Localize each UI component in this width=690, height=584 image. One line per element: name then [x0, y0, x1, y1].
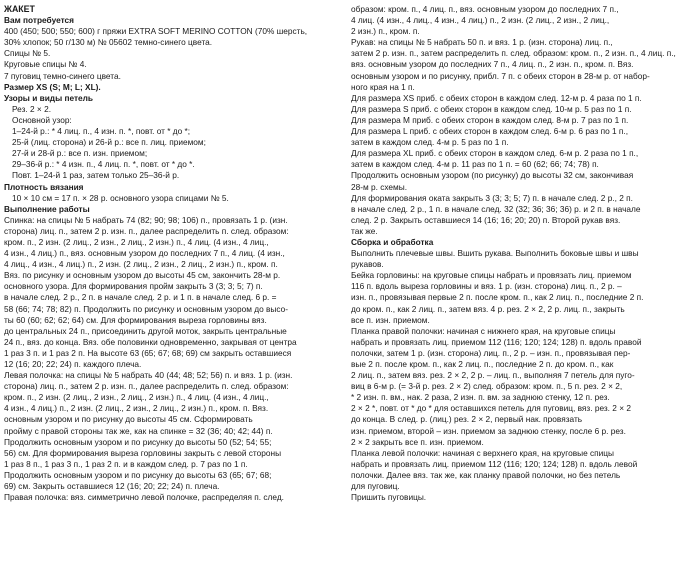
- right-text-line: вые 2 п. после кром. п., как 2 лиц. п., последние 2 п. до кром. п., как: [351, 359, 614, 369]
- right-text-line: Бейка горловины: на круговые спицы набрать и провязать лиц. приемом: [351, 270, 632, 281]
- right-text-line: образом: кром. п., 4 лиц. п., вяз. основным узором до последних 7 п.,: [351, 4, 619, 14]
- left-text-line: 10 × 10 см = 17 п. × 28 р. основного узора спицами № 5.: [12, 192, 229, 203]
- left-text-column: [4, 4, 340, 503]
- right-text-line: 2 × 2 закрыть все п. изн. приемом.: [351, 436, 484, 447]
- right-text-line: затем в каждом след. 4-м р. 5 раз по 1 п.: [351, 137, 509, 148]
- right-text-line: Для формирования оката закрыть 3 (3; 3; 5; 7) п. в начале след. 2 р., 2 п.: [351, 192, 633, 203]
- left-text-line: 4 изн., 4 лиц.) п., вяз. основным узором до последних 7 п., 4 лиц. (4 изн.,: [4, 248, 285, 259]
- right-text-line: Рукав: на спицы № 5 набрать 50 п. и вяз. 1 р. (изн. сторона) лиц. п.,: [351, 37, 613, 48]
- right-text-line: до кром. п., как 2 лиц. п., затем вяз. 4 р. рез. 2 × 2, 2 р. лиц. п., закрыть: [351, 303, 625, 314]
- left-text-line: 4 лиц., 4 изн., 4 лиц.) п., 2 изн. (2 лиц., 2 изн., 2 лиц., 2 изн.) п., кром. п.: [4, 259, 278, 270]
- right-text-line: 2 изн.) п., кром. п.: [351, 26, 420, 37]
- left-text-line: основного узора. Для формирования пройм закрыть 3 (3; 3; 5; 7) п.: [4, 281, 263, 292]
- left-text-line: 12 (16; 20; 22; 24) п. каждого плеча.: [4, 359, 142, 369]
- right-text-line: 4 лиц. (4 изн., 4 лиц., 4 изн., 4 лиц.) п., 2 изн. (2 лиц., 2 изн., 2 лиц.,: [351, 15, 610, 26]
- right-text-line: 2 × 2 *, повт. от * до * для оставшихся петель для пуговиц, вяз. рез. 2 × 2: [351, 403, 631, 414]
- right-text-line: рукавов.: [351, 259, 384, 270]
- left-text-line-heading: ЖАКЕТ: [4, 4, 35, 14]
- left-text-line: 1–24-й р.: * 4 лиц. п., 4 изн. п. *, повт. от * до *;: [12, 126, 191, 137]
- right-text-line: Пришить пуговицы.: [351, 492, 427, 503]
- left-text-line: 1 раз 8 п., 1 раз 3 п., 1 раз 2 п. и в каждом след. р. 7 раз по 1 п.: [4, 458, 248, 469]
- right-text-line: * 2 изн. п. вм., нак. 2 раза, 2 изн. п. вм. за заднюю стенку, 12 п. рез.: [351, 392, 610, 403]
- right-text-line: Для размера L приб. с обеих сторон в каждом след. 6-м р. 6 раз по 1 п.,: [351, 126, 629, 137]
- left-text-line: Рез. 2 × 2.: [12, 103, 52, 114]
- right-text-line: затем в каждом след. 4-м р. 11 раз по 1 п. = 60 (62; 66; 74; 78) п.: [351, 159, 599, 170]
- left-text-line: Продолжить основным узором и по рисунку до высоты 50 (52; 54; 55;: [4, 436, 272, 447]
- right-text-line: так же.: [351, 225, 378, 236]
- left-text-line: Круговые спицы № 4.: [4, 59, 87, 70]
- left-text-line-heading: Размер XS (S; M; L; XL).: [4, 81, 101, 92]
- left-text-line: 4 изн., 4 лиц.) п., 2 изн. (2 лиц., 2 изн., 2 лиц., 2 изн.) п., кром. п. Вяз.: [4, 403, 269, 414]
- left-text-line: кром. п., 2 изн. (2 лиц., 2 изн., 2 лиц., 2 изн.) п., 4 лиц. (4 изн., 4 лиц.,: [4, 392, 269, 403]
- left-text-line: основным узором и по рисунку до высоты 45 см. Сформировать: [4, 414, 253, 425]
- right-text-line: Для размера XS приб. с обеих сторон в каждом след. 12-м р. 4 раза по 1 п.: [351, 92, 642, 103]
- right-text-line: Для размера XL приб. с обеих сторон в каждом след. 6-м р. 2 раза по 1 п.,: [351, 148, 639, 159]
- right-text-line: Продолжить основным узором (по рисунку) до высоты 32 см, закончивая: [351, 170, 634, 181]
- left-text-line: Продолжить основным узором и по рисунку до высоты 63 (65; 67; 68;: [4, 469, 272, 480]
- right-text-line: основным узором и по рисунку, прибл. 7 п. с обеих сторон в 28-м р. от набор-: [351, 70, 650, 81]
- right-text-line: след. 2 р. Закрыть оставшиеся 14 (16; 16; 20; 20) п. Второй рукав вяз.: [351, 214, 621, 225]
- left-text-line: до центральных 24 п., присоединить другой моток, закрыть центральные: [4, 325, 287, 336]
- right-text-line: Для размера S приб. с обеих сторон в каждом след. 10-м р. 5 раз по 1 п.: [351, 103, 632, 114]
- right-text-line: полочки, затем 1 р. (изн. сторона) лиц. п., 2 р. – изн. п., провязывая пер-: [351, 347, 631, 358]
- left-text-line: 58 (66; 74; 78; 82) п. Продолжить по рисунку и основным узором до высо-: [4, 303, 288, 314]
- left-text-line: 56) см. Для формирования выреза горловины закрыть с левой стороны: [4, 447, 282, 458]
- right-text-line: набрать и провязать лиц. приемом 112 (116; 120; 124; 128) п. вдоль правой: [351, 336, 642, 347]
- right-text-line: Выполнить плечевые швы. Вшить рукава. Выполнить боковые швы и швы: [351, 248, 639, 259]
- right-text-line: Планка левой полочки: начиная с верхнего края, на круговые спицы: [351, 447, 615, 458]
- right-text-line: изн. п., провязывая первые 2 п. после кром. п., как 2 лиц. п., последние 2 п.: [351, 292, 644, 303]
- right-text-line: 28-м р. схемы.: [351, 181, 408, 192]
- right-text-line: для пуговиц.: [351, 481, 400, 492]
- right-text-line: вяз. основным узором до последних 7 п., 4 лиц. п., 2 изн. п., кром. п. Вяз.: [351, 59, 634, 70]
- left-text-line-heading: Выполнение работы: [4, 203, 90, 214]
- right-text-line: виц в 6-м р. (= 3-й р. рез. 2 × 2) след. образом: кром. п., 5 п. рез. 2 × 2,: [351, 381, 623, 392]
- right-text-line: в начале след. 2 р., 1 п. в начале след. 32 (32; 36; 36; 36) р. и 2 п. в начале: [351, 203, 641, 214]
- left-text-line-heading: Плотность вязания: [4, 181, 84, 192]
- right-text-line: полочки. Далее вяз. так же, как планку правой полочки, но без петель: [351, 469, 621, 480]
- left-text-line: пройму с правой стороны так же, как на спинке = 32 (36; 40; 42; 44) п.: [4, 425, 273, 436]
- right-text-line: затем 2 р. изн. п., затем распределить п. след. образом: кром. п., 2 изн. п., 4 лиц. п.,: [351, 48, 676, 59]
- left-text-line: 29–36-й р.: * 4 изн. п., 4 лиц. п. *, повт. от * до *.: [12, 159, 195, 170]
- left-text-line: Основной узор:: [12, 114, 72, 125]
- right-text-line: 116 п. вдоль выреза горловины и вяз. 1 р. (изн. сторона) лиц. п., 2 р. –: [351, 281, 622, 292]
- right-text-line: все п. изн. приемом.: [351, 314, 430, 325]
- right-text-line: изн. приемом, второй – изн. приемом за заднюю стенку, после 6 р. рез.: [351, 425, 626, 436]
- left-text-line: 30% хлопок; 50 г/130 м) № 05602 темно-синего цвета.: [4, 37, 213, 48]
- right-text-line: Планка правой полочки: начиная с нижнего края, на круговые спицы: [351, 325, 616, 336]
- left-text-line-heading: Узоры и виды петель: [4, 92, 94, 103]
- left-text-line: Спицы № 5.: [4, 48, 51, 59]
- left-text-line: 27-й и 28-й р.: все п. изн. приемом;: [12, 148, 148, 159]
- right-text-line: до конца. В след. р. (лиц.) рез. 2 × 2, первый нак. провязать: [351, 414, 583, 425]
- left-text-line: в начале след. 2 р., 2 п. в начале след. 2 р. и 1 п. в начале след. 6 р. =: [4, 292, 277, 303]
- left-text-line: Повт. 1–24-й 1 раз, затем только 25–36-й р.: [12, 170, 180, 181]
- right-text-line-heading: Сборка и обработка: [351, 236, 434, 247]
- left-text-line: сторона) лиц. п., затем 2 р. изн. п., далее распределить п. след. образом:: [4, 381, 289, 392]
- left-text-line: кром. п., 2 изн. (2 лиц., 2 изн., 2 лиц., 2 изн.) п., 4 лиц. (4 изн., 4 лиц.,: [4, 236, 269, 247]
- left-text-line: 400 (450; 500; 550; 600) г пряжи EXTRA SOFT MERINO COTTON (70% шерсть,: [4, 26, 308, 37]
- right-text-line: набрать и провязать лиц. приемом 112 (116; 120; 124; 128) п. вдоль левой: [351, 458, 638, 469]
- left-text-line: Правая полочка: вяз. симметрично левой полочке, распределяя п. след.: [4, 492, 284, 503]
- right-text-column: [351, 4, 687, 503]
- left-text-line: сторона) лиц. п., затем 2 р. изн. п., далее распределить п. след. образом:: [4, 225, 289, 236]
- left-text-line: 1 раз 3 п. и 1 раз 2 п. На высоте 63 (65; 67; 68; 69) см закрыть оставшиеся: [4, 347, 292, 358]
- left-text-line: 7 пуговиц темно-синего цвета.: [4, 70, 121, 81]
- left-text-line: Спинка: на спицы № 5 набрать 74 (82; 90; 98; 106) п., провязать 1 р. (изн.: [4, 214, 288, 225]
- left-text-line: 69) см. Закрыть оставшиеся 12 (16; 20; 22; 24) п. плеча.: [4, 481, 220, 492]
- left-text-line: ты 60 (60; 62; 62; 64) см. Для формирования выреза горловины вяз.: [4, 314, 267, 325]
- right-text-line: Для размера M приб. с обеих сторон в каждом след. 8-м р. 7 раз по 1 п.: [351, 114, 629, 125]
- left-text-line: 25-й (лиц. сторона) и 26-й р.: все п. лиц. приемом;: [12, 137, 206, 148]
- left-text-line: 24 п., вяз. до конца. Вяз. обе половинки одновременно, закрывая от центра: [4, 336, 297, 347]
- left-text-line: Вяз. по рисунку и основным узором до высоты 45 см, закончить 28-м р.: [4, 270, 281, 281]
- left-text-line-heading: Вам потребуется: [4, 15, 74, 26]
- right-text-line: 2 лиц. п., затем вяз. рез. 2 × 2, 2 р. – лиц. п., выполняя 7 петель для пуго-: [351, 370, 635, 381]
- right-text-line: ного края на 1 п.: [351, 81, 415, 92]
- left-text-line: Левая полочка: на спицы № 5 набрать 40 (44; 48; 52; 56) п. и вяз. 1 р. (изн.: [4, 370, 293, 381]
